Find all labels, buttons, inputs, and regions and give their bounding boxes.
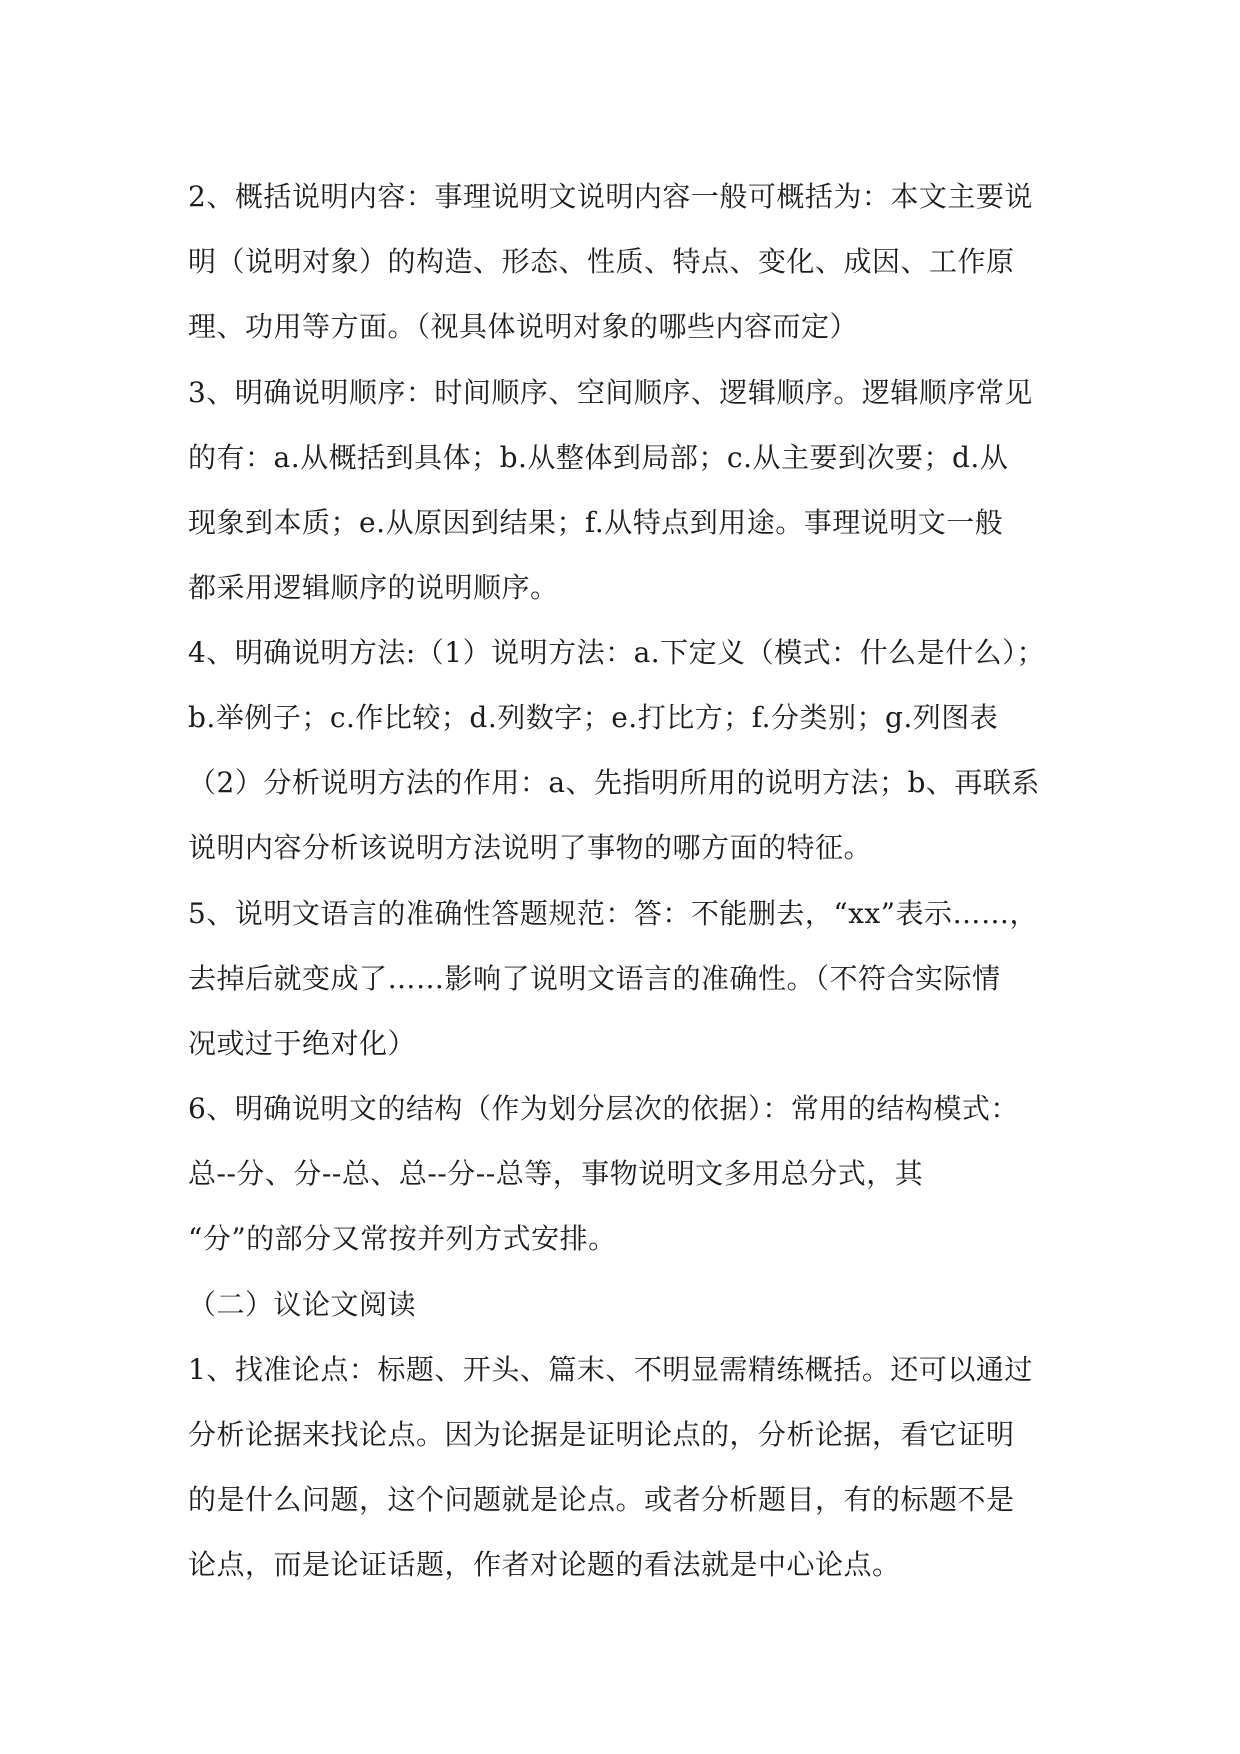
- section-heading: （二）议论文阅读: [188, 1288, 417, 1321]
- text-line: 论点，而是论证话题，作者对论题的看法就是中心论点。: [188, 1548, 901, 1581]
- text-line: 的是什么问题，这个问题就是论点。或者分析题目，有的标题不是: [188, 1483, 1015, 1516]
- text-line: 5、说明文语言的准确性答题规范：答：不能删去，“xx”表示……，: [188, 897, 1039, 930]
- text-line: 1、找准论点：标题、开头、篇末、不明显需精练概括。还可以通过: [188, 1353, 1033, 1386]
- text-line: 3、明确说明顺序：时间顺序、空间顺序、逻辑顺序。逻辑顺序常见: [188, 376, 1033, 409]
- text-line: 理、功用等方面。（视具体说明对象的哪些内容而定）: [188, 310, 859, 343]
- text-line: 2、概括说明内容：事理说明文说明内容一般可概括为：本文主要说: [188, 180, 1033, 213]
- text-line: 现象到本质；e.从原因到结果；f.从特点到用途。事理说明文一般: [188, 506, 1004, 539]
- text-line: 说明内容分析该说明方法说明了事物的哪方面的特征。: [188, 831, 873, 864]
- text-line: （2）分析说明方法的作用：a、先指明所用的说明方法；b、再联系: [188, 766, 1040, 799]
- text-line: 去掉后就变成了……影响了说明文语言的准确性。（不符合实际情: [188, 962, 1001, 995]
- text-line: 明（说明对象）的构造、形态、性质、特点、变化、成因、工作原: [188, 245, 1015, 278]
- text-line: 总--分、分--总、总--分--总等，事物说明文多用总分式，其: [188, 1157, 924, 1190]
- text-line: “分”的部分又常按并列方式安排。: [188, 1222, 617, 1255]
- text-line: 都采用逻辑顺序的说明顺序。: [188, 571, 559, 604]
- text-line: b.举例子；c.作比较；d.列数字；e.打比方；f.分类别；g.列图表: [188, 701, 999, 734]
- text-line: 4、明确说明方法:（1）说明方法：a.下定义（模式：什么是什么）；: [188, 636, 1046, 669]
- text-line: 况或过于绝对化）: [188, 1027, 417, 1060]
- text-line: 的有：a.从概括到具体；b.从整体到局部；c.从主要到次要；d.从: [188, 441, 1009, 474]
- text-line: 6、明确说明文的结构（作为划分层次的依据）：常用的结构模式：: [188, 1092, 1019, 1125]
- text-line: 分析论据来找论点。因为论据是证明论点的，分析论据，看它证明: [188, 1418, 1015, 1451]
